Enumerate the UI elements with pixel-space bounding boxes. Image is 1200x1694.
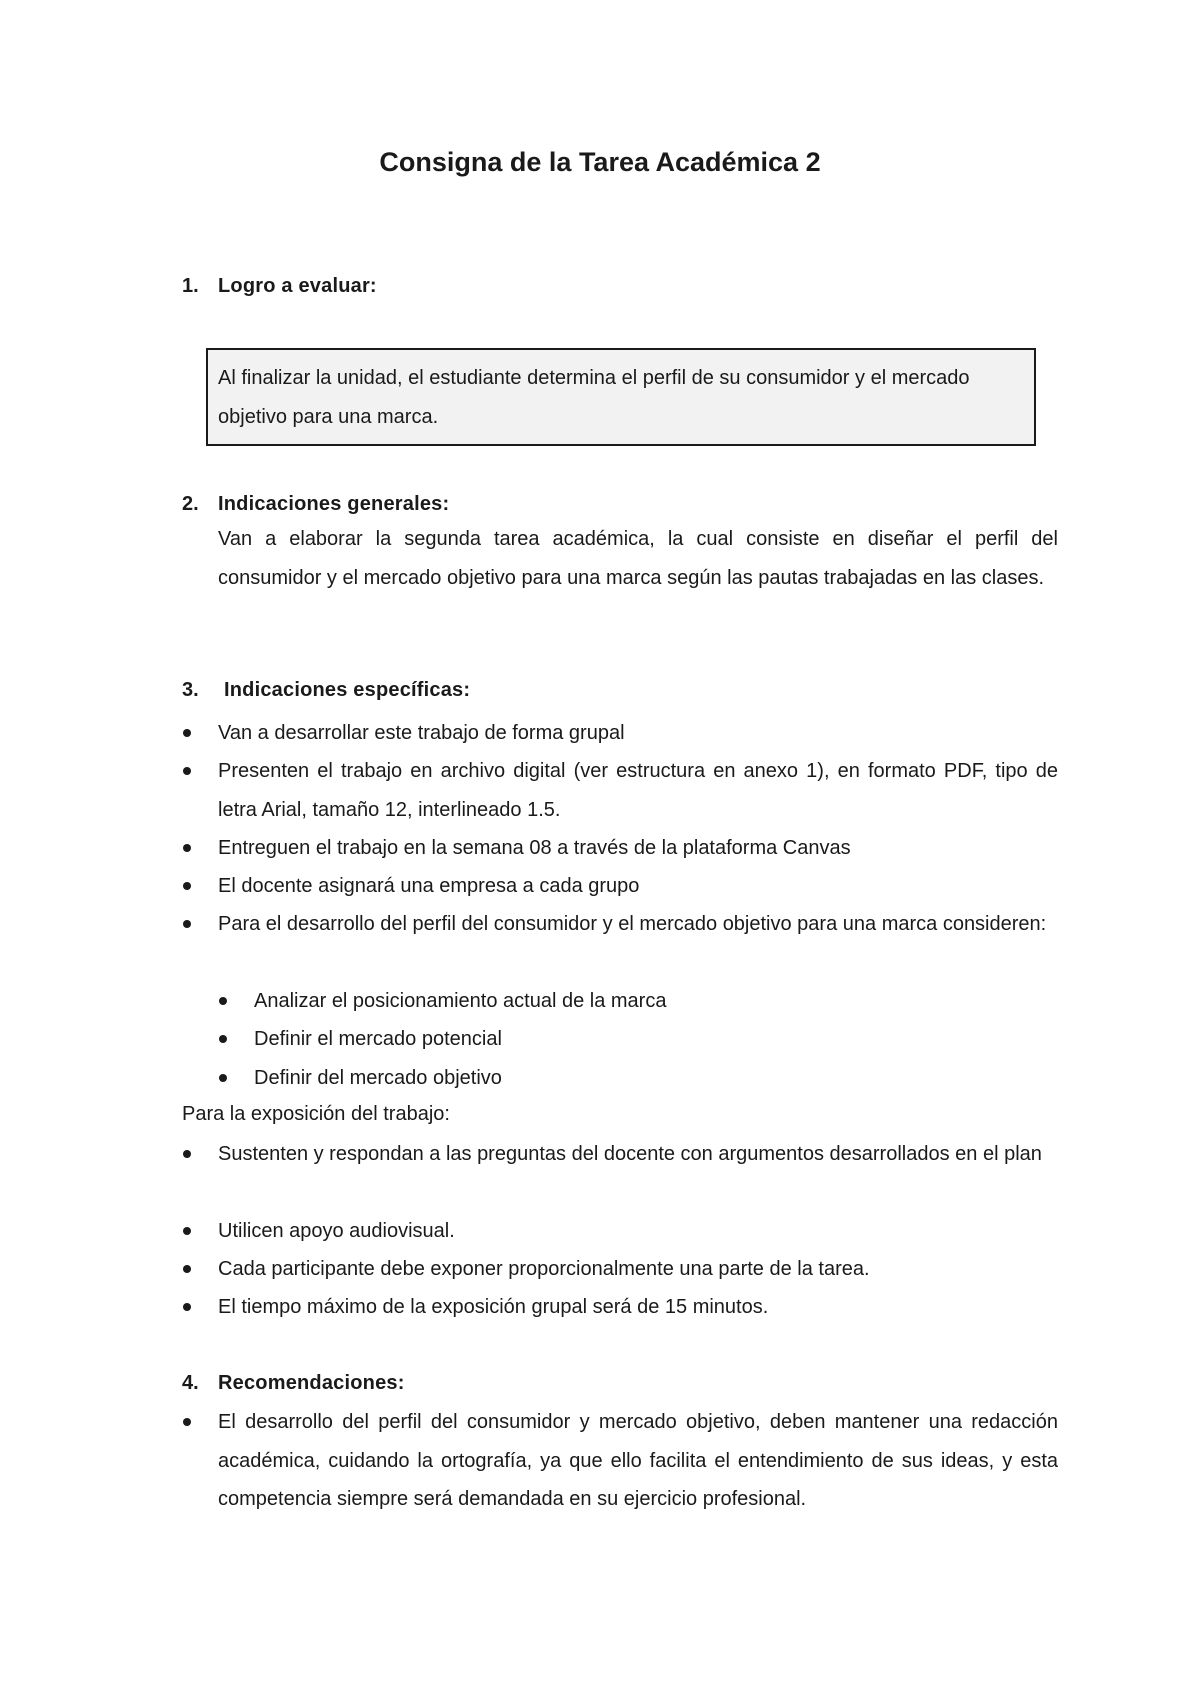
section-4-number: 4. bbox=[182, 1372, 199, 1394]
list-item-text: Cada participante debe exponer proporcionalmente una parte de la tarea. bbox=[218, 1258, 870, 1280]
bullet-icon bbox=[182, 834, 194, 862]
list-item-text: Van a desarrollar este trabajo de forma grupal bbox=[218, 722, 625, 744]
section-3-number: 3. bbox=[182, 679, 199, 701]
section-4-heading: Recomendaciones: bbox=[218, 1372, 405, 1394]
list-item-text: Para el desarrollo del perfil del consumidor y el mercado objetivo para una marca consideren: bbox=[218, 913, 1047, 935]
bullet-icon bbox=[218, 1064, 230, 1092]
section-2-paragraph: Van a elaborar la segunda tarea académica, la cual consiste en diseñar el perfil del consumidor y el mercado objetivo para una marca según las pautas trabajadas en las clases. bbox=[218, 528, 1058, 589]
sub-list-item-text: Definir del mercado objetivo bbox=[254, 1067, 502, 1089]
bullet-icon bbox=[182, 757, 194, 785]
list-item-text: El docente asignará una empresa a cada grupo bbox=[218, 875, 640, 897]
learning-objective-box: Al finalizar la unidad, el estudiante determina el perfil de su consumidor y el mercado objetivo para una marca. bbox=[206, 348, 1036, 446]
bullet-icon bbox=[182, 1217, 194, 1245]
exposition-label: Para la exposición del trabajo: bbox=[182, 1103, 450, 1125]
list-item-text: Utilicen apoyo audiovisual. bbox=[218, 1220, 455, 1242]
bullet-icon bbox=[182, 719, 194, 747]
bullet-icon bbox=[182, 1408, 194, 1436]
bullet-icon bbox=[182, 1293, 194, 1321]
bullet-icon bbox=[182, 872, 194, 900]
list-item-text: Entreguen el trabajo en la semana 08 a través de la plataforma Canvas bbox=[218, 837, 851, 859]
bullet-icon bbox=[182, 1255, 194, 1283]
bullet-icon bbox=[218, 1025, 230, 1053]
sub-list-item-text: Analizar el posicionamiento actual de la marca bbox=[254, 990, 667, 1012]
list-item-text: El desarrollo del perfil del consumidor y mercado objetivo, deben mantener una redacción académica, cuidando la ortografía, ya que ello facilita el entendimiento de sus ideas, y esta competencia siempre será demandada en su ejercicio profesional. bbox=[218, 1411, 1058, 1510]
list-item-text: Presenten el trabajo en archivo digital (ver estructura en anexo 1), en formato PDF, tipo de letra Arial, tamaño 12, interlineado 1.5. bbox=[218, 760, 1058, 821]
sub-list-item-text: Definir el mercado potencial bbox=[254, 1028, 502, 1050]
section-2-number: 2. bbox=[182, 493, 199, 515]
bullet-icon bbox=[218, 987, 230, 1015]
section-3-heading: Indicaciones específicas: bbox=[224, 679, 471, 701]
bullet-icon bbox=[182, 910, 194, 938]
list-item-text: Sustenten y respondan a las preguntas del docente con argumentos desarrollados en el plan bbox=[218, 1143, 1042, 1165]
section-1-heading: Logro a evaluar: bbox=[218, 275, 377, 297]
list-item-text: El tiempo máximo de la exposición grupal será de 15 minutos. bbox=[218, 1296, 769, 1318]
section-1-number: 1. bbox=[182, 275, 199, 297]
document-title: Consigna de la Tarea Académica 2 bbox=[379, 147, 821, 177]
bullet-icon bbox=[182, 1140, 194, 1168]
section-2-heading: Indicaciones generales: bbox=[218, 493, 450, 515]
